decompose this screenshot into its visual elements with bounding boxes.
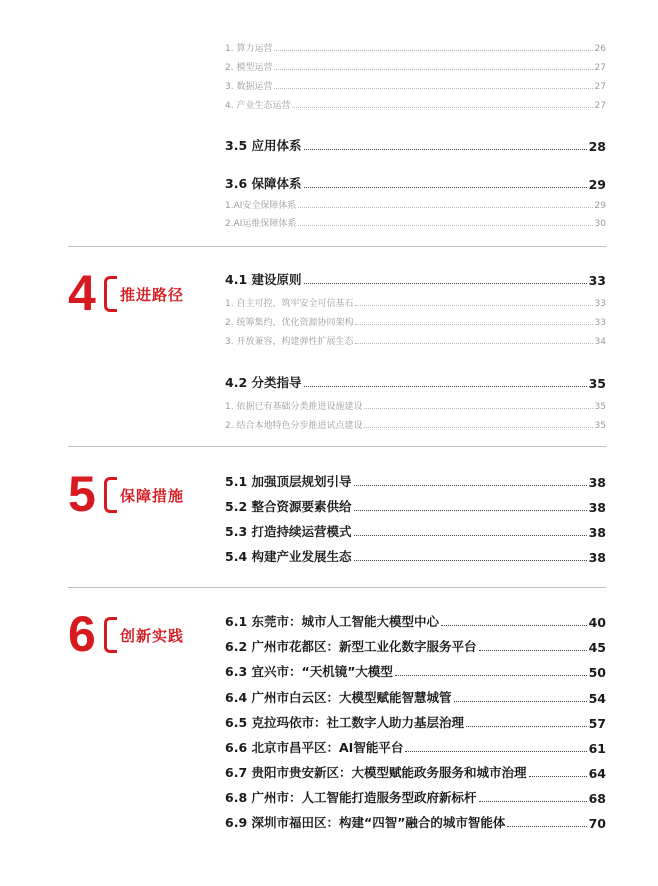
toc-heading[interactable] <box>225 136 606 154</box>
toc-heading[interactable] <box>225 662 606 680</box>
toc-heading-label: 3.5 应用体系 <box>225 138 302 153</box>
toc-entry[interactable] <box>225 198 606 211</box>
toc-heading[interactable] <box>225 763 606 781</box>
toc-heading-page: 50 <box>588 665 606 680</box>
leader-dots <box>364 427 592 428</box>
toc-heading-page: 35 <box>588 376 606 391</box>
leader-dots <box>304 187 587 188</box>
toc-heading-page: 33 <box>588 273 606 288</box>
leader-dots <box>304 386 587 387</box>
leader-dots <box>364 408 592 409</box>
leader-dots <box>354 560 587 561</box>
leader-dots <box>304 283 587 284</box>
leader-dots <box>355 343 592 344</box>
leader-dots <box>529 776 587 777</box>
toc-heading[interactable] <box>225 497 606 515</box>
leader-dots <box>395 675 587 676</box>
leader-dots <box>304 149 587 150</box>
toc-heading-label: 6.1 东莞市：城市人工智能大模型中心 <box>225 614 439 629</box>
toc-entry-page: 30 <box>594 219 606 229</box>
toc-heading[interactable] <box>225 174 606 192</box>
leader-dots <box>479 650 587 651</box>
toc-entry-page: 33 <box>594 299 606 309</box>
toc-heading-page: 45 <box>588 640 606 655</box>
toc-entry-label: 3. 数据运营 <box>225 82 273 92</box>
toc-entry-label: 1. 依据已有基础分类推进设施建设 <box>225 402 363 412</box>
toc-entry-page: 29 <box>594 201 606 211</box>
leader-dots <box>441 625 587 626</box>
leader-dots <box>405 751 586 752</box>
toc-heading[interactable] <box>225 522 606 540</box>
chapter-title: 保障措施 <box>120 486 185 505</box>
toc-entry[interactable] <box>225 418 606 431</box>
toc-heading-label: 3.6 保障体系 <box>225 176 302 191</box>
toc-heading-page: 38 <box>588 500 606 515</box>
toc-heading[interactable] <box>225 547 606 565</box>
toc-heading-label: 6.4 广州市白云区：大模型赋能智慧城管 <box>225 690 452 705</box>
toc-entry[interactable] <box>225 315 606 328</box>
toc-entry-label: 2. 结合本地特色分步推进试点建设 <box>225 421 363 431</box>
toc-entry-page: 33 <box>594 318 606 328</box>
toc-entry[interactable] <box>225 334 606 347</box>
toc-entry-page: 35 <box>594 421 606 431</box>
toc-heading-page: 64 <box>588 766 606 781</box>
leader-dots <box>354 485 587 486</box>
toc-heading-page: 29 <box>588 177 606 192</box>
toc-heading-label: 5.1 加强顶层规划引导 <box>225 474 352 489</box>
toc-entry-label: 1. 算力运营 <box>225 44 273 54</box>
leader-dots <box>274 50 592 51</box>
toc-heading-label: 6.5 克拉玛依市：社工数字人助力基层治理 <box>225 715 464 730</box>
toc-heading-page: 70 <box>588 816 606 831</box>
chapter-badge <box>104 276 184 312</box>
chapter-number: 5 <box>68 466 96 522</box>
leader-dots <box>274 88 592 89</box>
toc-entry-label: 2.AI运维保障体系 <box>225 219 297 229</box>
toc-entry-label: 4. 产业生态运营 <box>225 101 291 111</box>
toc-entry-label: 2. 模型运营 <box>225 63 273 73</box>
section-divider <box>68 587 606 588</box>
chapter-title: 推进路径 <box>120 285 185 304</box>
toc-heading-page: 38 <box>588 525 606 540</box>
toc-entry-page: 35 <box>594 402 606 412</box>
toc-heading-label: 5.3 打造持续运营模式 <box>225 524 352 539</box>
toc-heading-page: 68 <box>588 791 606 806</box>
leader-dots <box>274 69 592 70</box>
toc-heading-page: 61 <box>588 741 606 756</box>
toc-heading[interactable] <box>225 713 606 731</box>
toc-entry-page: 34 <box>594 337 606 347</box>
toc-heading-page: 38 <box>588 475 606 490</box>
toc-heading-page: 57 <box>588 716 606 731</box>
toc-heading[interactable] <box>225 472 606 490</box>
chapter-badge <box>104 617 184 653</box>
leader-dots <box>298 225 592 226</box>
toc-heading-label: 5.2 整合资源要素供给 <box>225 499 352 514</box>
toc-entry[interactable] <box>225 296 606 309</box>
toc-entry-page: 27 <box>594 101 606 111</box>
toc-entry[interactable] <box>225 79 606 92</box>
leader-dots <box>354 510 587 511</box>
toc-heading-page: 38 <box>588 550 606 565</box>
toc-entry[interactable] <box>225 60 606 73</box>
toc-heading[interactable] <box>225 612 606 630</box>
toc-entry[interactable] <box>225 41 606 54</box>
toc-heading[interactable] <box>225 637 606 655</box>
leader-dots <box>355 305 592 306</box>
toc-heading[interactable] <box>225 738 606 756</box>
toc-entry-label: 2. 统筹集约，优化资源协同架构 <box>225 318 354 328</box>
bracket-icon <box>104 276 117 312</box>
chapter-number: 4 <box>68 265 96 321</box>
toc-heading-label: 6.6 北京市昌平区：AI智能平台 <box>225 740 404 755</box>
toc-heading-label: 6.7 贵阳市贵安新区：大模型赋能政务服务和城市治理 <box>225 765 527 780</box>
toc-entry-label: 1.AI安全保障体系 <box>225 201 297 211</box>
toc-heading[interactable] <box>225 688 606 706</box>
toc-heading-page: 40 <box>588 615 606 630</box>
section-divider <box>68 446 606 447</box>
toc-heading-label: 4.1 建设原则 <box>225 272 302 287</box>
toc-entry-page: 27 <box>594 82 606 92</box>
toc-entry[interactable] <box>225 399 606 412</box>
toc-heading-page: 54 <box>588 691 606 706</box>
toc-heading-label: 6.8 广州市：人工智能打造服务型政府新标杆 <box>225 790 477 805</box>
toc-heading-label: 6.9 深圳市福田区：构建“四智”融合的城市智能体 <box>225 815 506 830</box>
toc-entry-page: 27 <box>594 63 606 73</box>
toc-entry[interactable] <box>225 216 606 229</box>
toc-entry-page: 26 <box>594 44 606 54</box>
leader-dots <box>298 207 592 208</box>
toc-heading[interactable] <box>225 270 606 288</box>
leader-dots <box>479 801 587 802</box>
leader-dots <box>292 107 592 108</box>
toc-heading-page: 28 <box>588 139 606 154</box>
chapter-title: 创新实践 <box>120 626 185 645</box>
toc-heading-label: 6.2 广州市花都区：新型工业化数字服务平台 <box>225 639 477 654</box>
leader-dots <box>454 701 587 702</box>
leader-dots <box>507 826 586 827</box>
toc-heading[interactable] <box>225 813 606 831</box>
toc-heading-label: 4.2 分类指导 <box>225 375 302 390</box>
toc-entry-label: 3. 开放兼容，构建弹性扩展生态 <box>225 337 354 347</box>
section-divider <box>68 246 606 247</box>
toc-entry[interactable] <box>225 98 606 111</box>
chapter-badge <box>104 477 184 513</box>
leader-dots <box>354 535 587 536</box>
leader-dots <box>355 324 592 325</box>
chapter-number: 6 <box>68 606 96 662</box>
toc-entry-label: 1. 自主可控，筑牢安全可信基石 <box>225 299 354 309</box>
bracket-icon <box>104 617 117 653</box>
toc-heading[interactable] <box>225 788 606 806</box>
bracket-icon <box>104 477 117 513</box>
toc-heading[interactable] <box>225 373 606 391</box>
leader-dots <box>466 726 587 727</box>
toc-heading-label: 6.3 宜兴市：“天机镜”大模型 <box>225 664 393 679</box>
toc-heading-label: 5.4 构建产业发展生态 <box>225 549 352 564</box>
